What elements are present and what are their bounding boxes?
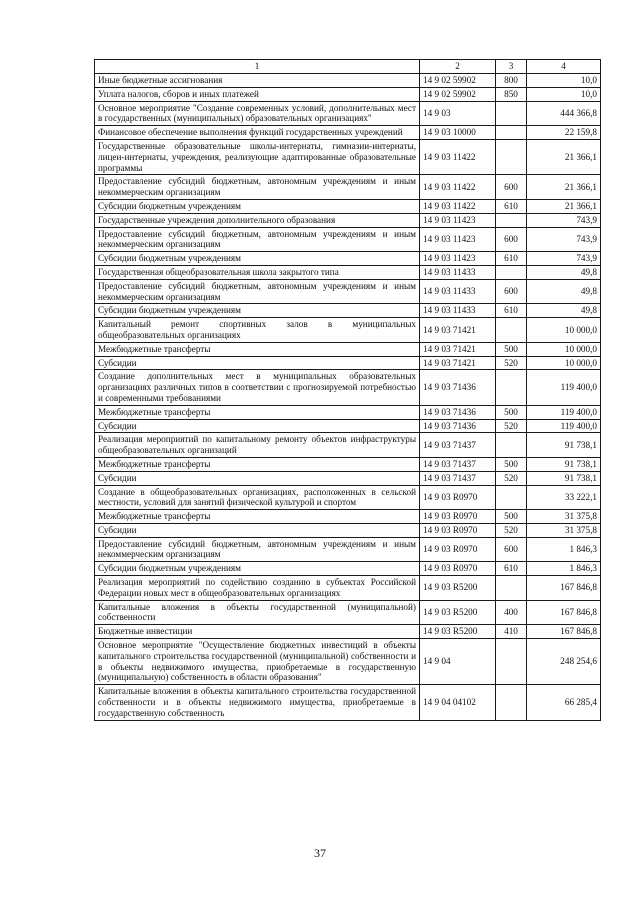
row-expense-type-cell	[496, 139, 527, 174]
row-code-cell: 14 9 03 11433	[420, 279, 496, 304]
row-code-cell: 14 9 03 R5200	[420, 576, 496, 601]
table-row	[95, 562, 601, 576]
table-row	[95, 510, 601, 524]
table-row	[95, 523, 601, 537]
row-code-cell: 14 9 02 59902	[420, 74, 496, 88]
row-name-cell: Реализация мероприятий по содействию созданию в субъектах Российской Федерации новых мест в общеобразовательных организациях	[95, 576, 420, 601]
row-code-cell: 14 9 03 R0970	[420, 485, 496, 510]
column-header-name: 1	[95, 60, 420, 74]
row-code-cell: 14 9 03 71436	[420, 419, 496, 433]
row-code-cell: 14 9 03 71421	[420, 342, 496, 356]
row-name-cell: Предоставление субсидий бюджетным, автономным учреждениям и иным некоммерческим организациям	[95, 537, 420, 562]
row-expense-type-cell: 610	[496, 304, 527, 318]
row-code-cell: 14 9 03 11422	[420, 199, 496, 213]
table-row	[95, 457, 601, 471]
column-header-expense-type: 3	[496, 60, 527, 74]
row-amount-cell: 10,0	[527, 74, 601, 88]
row-expense-type-cell	[496, 126, 527, 140]
row-expense-type-cell	[496, 485, 527, 510]
row-amount-cell: 444 366,8	[527, 101, 601, 126]
row-expense-type-cell: 850	[496, 87, 527, 101]
table-row	[95, 639, 601, 685]
row-expense-type-cell: 600	[496, 227, 527, 252]
row-name-cell: Бюджетные инвестиции	[95, 625, 420, 639]
table-row	[95, 600, 601, 625]
column-header-code: 2	[420, 60, 496, 74]
table-row	[95, 318, 601, 343]
row-amount-cell: 743,9	[527, 227, 601, 252]
row-amount-cell: 743,9	[527, 213, 601, 227]
table-row	[95, 405, 601, 419]
row-name-cell: Реализация мероприятий по капитальному ремонту объектов инфраструктуры общеобразовательных организаций	[95, 433, 420, 458]
row-code-cell: 14 9 03 R0970	[420, 510, 496, 524]
row-name-cell: Субсидии бюджетным учреждениям	[95, 304, 420, 318]
row-code-cell: 14 9 03 71437	[420, 433, 496, 458]
table-row	[95, 126, 601, 140]
row-amount-cell: 167 846,8	[527, 625, 601, 639]
table-row	[95, 175, 601, 200]
row-code-cell: 14 9 03 11422	[420, 139, 496, 174]
row-amount-cell: 21 366,1	[527, 175, 601, 200]
row-expense-type-cell	[496, 576, 527, 601]
row-amount-cell: 167 846,8	[527, 600, 601, 625]
page-number: 37	[314, 846, 326, 860]
row-code-cell: 14 9 03 71436	[420, 405, 496, 419]
row-name-cell: Иные бюджетные ассигнования	[95, 74, 420, 88]
row-name-cell: Основное мероприятие "Осуществление бюджетных инвестиций в объекты капитального строительства государственной (муниципальной) собственности и в объекты недвижимого имущества, приобретаемые в государственную (муниципальную) собственность в области образования"	[95, 639, 420, 685]
table-row	[95, 685, 601, 720]
row-code-cell: 14 9 03 11423	[420, 227, 496, 252]
row-expense-type-cell	[496, 639, 527, 685]
row-name-cell: Государственная общеобразовательная школа закрытого типа	[95, 265, 420, 279]
row-expense-type-cell: 520	[496, 471, 527, 485]
row-expense-type-cell: 410	[496, 625, 527, 639]
row-expense-type-cell	[496, 213, 527, 227]
row-code-cell: 14 9 03 11422	[420, 175, 496, 200]
row-code-cell: 14 9 03 R5200	[420, 625, 496, 639]
table-row	[95, 213, 601, 227]
row-name-cell: Государственные учреждения дополнительного образования	[95, 213, 420, 227]
row-amount-cell: 743,9	[527, 252, 601, 266]
row-expense-type-cell: 800	[496, 74, 527, 88]
budget-table	[94, 59, 601, 721]
row-expense-type-cell: 520	[496, 419, 527, 433]
row-code-cell: 14 9 04	[420, 639, 496, 685]
row-code-cell: 14 9 03 11423	[420, 252, 496, 266]
row-expense-type-cell: 610	[496, 199, 527, 213]
table-row	[95, 471, 601, 485]
row-expense-type-cell: 400	[496, 600, 527, 625]
row-name-cell: Субсидии бюджетным учреждениям	[95, 562, 420, 576]
row-amount-cell: 10 000,0	[527, 356, 601, 370]
table-row	[95, 370, 601, 405]
row-expense-type-cell	[496, 265, 527, 279]
table-row	[95, 625, 601, 639]
row-code-cell: 14 9 03 R0970	[420, 537, 496, 562]
table-row	[95, 537, 601, 562]
row-amount-cell: 10 000,0	[527, 318, 601, 343]
table-header-row	[95, 60, 601, 74]
row-amount-cell: 10,0	[527, 87, 601, 101]
row-amount-cell: 248 254,6	[527, 639, 601, 685]
row-name-cell: Субсидии	[95, 356, 420, 370]
row-code-cell: 14 9 03 71436	[420, 370, 496, 405]
row-name-cell: Субсидии бюджетным учреждениям	[95, 252, 420, 266]
row-name-cell: Межбюджетные трансферты	[95, 457, 420, 471]
table-row	[95, 227, 601, 252]
row-code-cell: 14 9 04 04102	[420, 685, 496, 720]
row-expense-type-cell: 520	[496, 356, 527, 370]
row-code-cell: 14 9 03 10000	[420, 126, 496, 140]
row-amount-cell: 22 159,8	[527, 126, 601, 140]
table-row	[95, 304, 601, 318]
row-code-cell: 14 9 03 11433	[420, 265, 496, 279]
row-name-cell: Предоставление субсидий бюджетным, автономным учреждениям и иным некоммерческим организациям	[95, 175, 420, 200]
row-expense-type-cell: 600	[496, 537, 527, 562]
table-row	[95, 485, 601, 510]
row-amount-cell: 33 222,1	[527, 485, 601, 510]
row-name-cell: Субсидии	[95, 471, 420, 485]
row-name-cell: Межбюджетные трансферты	[95, 405, 420, 419]
row-code-cell: 14 9 02 59902	[420, 87, 496, 101]
row-expense-type-cell	[496, 433, 527, 458]
table-row	[95, 576, 601, 601]
row-amount-cell: 91 738,1	[527, 471, 601, 485]
table-row	[95, 74, 601, 88]
row-name-cell: Создание в общеобразовательных организациях, расположенных в сельской местности, условий для занятий физической культурой и спортом	[95, 485, 420, 510]
row-name-cell: Капитальный ремонт спортивных залов в муниципальных общеобразовательных организациях	[95, 318, 420, 343]
row-expense-type-cell: 600	[496, 279, 527, 304]
row-amount-cell: 1 846,3	[527, 537, 601, 562]
row-amount-cell: 119 400,0	[527, 419, 601, 433]
table-row	[95, 87, 601, 101]
row-amount-cell: 31 375,8	[527, 523, 601, 537]
row-code-cell: 14 9 03 R0970	[420, 523, 496, 537]
row-amount-cell: 66 285,4	[527, 685, 601, 720]
row-expense-type-cell: 520	[496, 523, 527, 537]
row-expense-type-cell: 610	[496, 252, 527, 266]
row-name-cell: Предоставление субсидий бюджетным, автономным учреждениям и иным некоммерческим организациям	[95, 227, 420, 252]
row-amount-cell: 119 400,0	[527, 370, 601, 405]
table-row	[95, 265, 601, 279]
table-row	[95, 433, 601, 458]
row-amount-cell: 31 375,8	[527, 510, 601, 524]
row-amount-cell: 91 738,1	[527, 433, 601, 458]
table-row	[95, 419, 601, 433]
row-amount-cell: 1 846,3	[527, 562, 601, 576]
row-amount-cell: 49,8	[527, 279, 601, 304]
row-amount-cell: 49,8	[527, 265, 601, 279]
table-body	[95, 74, 601, 721]
row-name-cell: Межбюджетные трансферты	[95, 510, 420, 524]
table-row	[95, 139, 601, 174]
row-amount-cell: 21 366,1	[527, 199, 601, 213]
table-row	[95, 279, 601, 304]
row-amount-cell: 119 400,0	[527, 405, 601, 419]
row-name-cell: Государственные образовательные школы-интернаты, гимназии-интернаты, лицеи-интернаты, учреждения, реализующие адаптированные образовательные программы	[95, 139, 420, 174]
row-expense-type-cell: 500	[496, 405, 527, 419]
row-code-cell: 14 9 03 71437	[420, 471, 496, 485]
row-name-cell: Капитальные вложения в объекты капитального строительства государственной собственности и в объекты недвижимого имущества, приобретаемые в государственную собственность	[95, 685, 420, 720]
row-amount-cell: 91 738,1	[527, 457, 601, 471]
row-amount-cell: 21 366,1	[527, 139, 601, 174]
row-name-cell: Субсидии	[95, 523, 420, 537]
row-code-cell: 14 9 03	[420, 101, 496, 126]
table-row	[95, 199, 601, 213]
row-code-cell: 14 9 03 R5200	[420, 600, 496, 625]
row-expense-type-cell	[496, 370, 527, 405]
row-name-cell: Субсидии	[95, 419, 420, 433]
row-name-cell: Субсидии бюджетным учреждениям	[95, 199, 420, 213]
table-row	[95, 101, 601, 126]
column-header-amount: 4	[527, 60, 601, 74]
row-expense-type-cell	[496, 101, 527, 126]
row-code-cell: 14 9 03 71421	[420, 318, 496, 343]
row-name-cell: Уплата налогов, сборов и иных платежей	[95, 87, 420, 101]
row-expense-type-cell: 500	[496, 457, 527, 471]
row-code-cell: 14 9 03 R0970	[420, 562, 496, 576]
row-expense-type-cell	[496, 685, 527, 720]
row-expense-type-cell: 500	[496, 510, 527, 524]
row-expense-type-cell: 600	[496, 175, 527, 200]
row-amount-cell: 10 000,0	[527, 342, 601, 356]
row-expense-type-cell: 500	[496, 342, 527, 356]
row-name-cell: Предоставление субсидий бюджетным, автономным учреждениям и иным некоммерческим организациям	[95, 279, 420, 304]
row-amount-cell: 49,8	[527, 304, 601, 318]
table-row	[95, 342, 601, 356]
row-code-cell: 14 9 03 11423	[420, 213, 496, 227]
row-code-cell: 14 9 03 71421	[420, 356, 496, 370]
table-row	[95, 252, 601, 266]
row-name-cell: Создание дополнительных мест в муниципальных образовательных организациях различных типов в соответствии с прогнозируемой потребностью и современными требованиями	[95, 370, 420, 405]
table-row	[95, 356, 601, 370]
row-code-cell: 14 9 03 71437	[420, 457, 496, 471]
row-amount-cell: 167 846,8	[527, 576, 601, 601]
row-name-cell: Межбюджетные трансферты	[95, 342, 420, 356]
row-code-cell: 14 9 03 11433	[420, 304, 496, 318]
row-name-cell: Финансовое обеспечение выполнения функций государственных учреждений	[95, 126, 420, 140]
row-name-cell: Основное мероприятие "Создание современных условий, дополнительных мест в государственных (муниципальных) образовательных организациях"	[95, 101, 420, 126]
row-expense-type-cell	[496, 318, 527, 343]
row-name-cell: Капитальные вложения в объекты государственной (муниципальной) собственности	[95, 600, 420, 625]
row-expense-type-cell: 610	[496, 562, 527, 576]
